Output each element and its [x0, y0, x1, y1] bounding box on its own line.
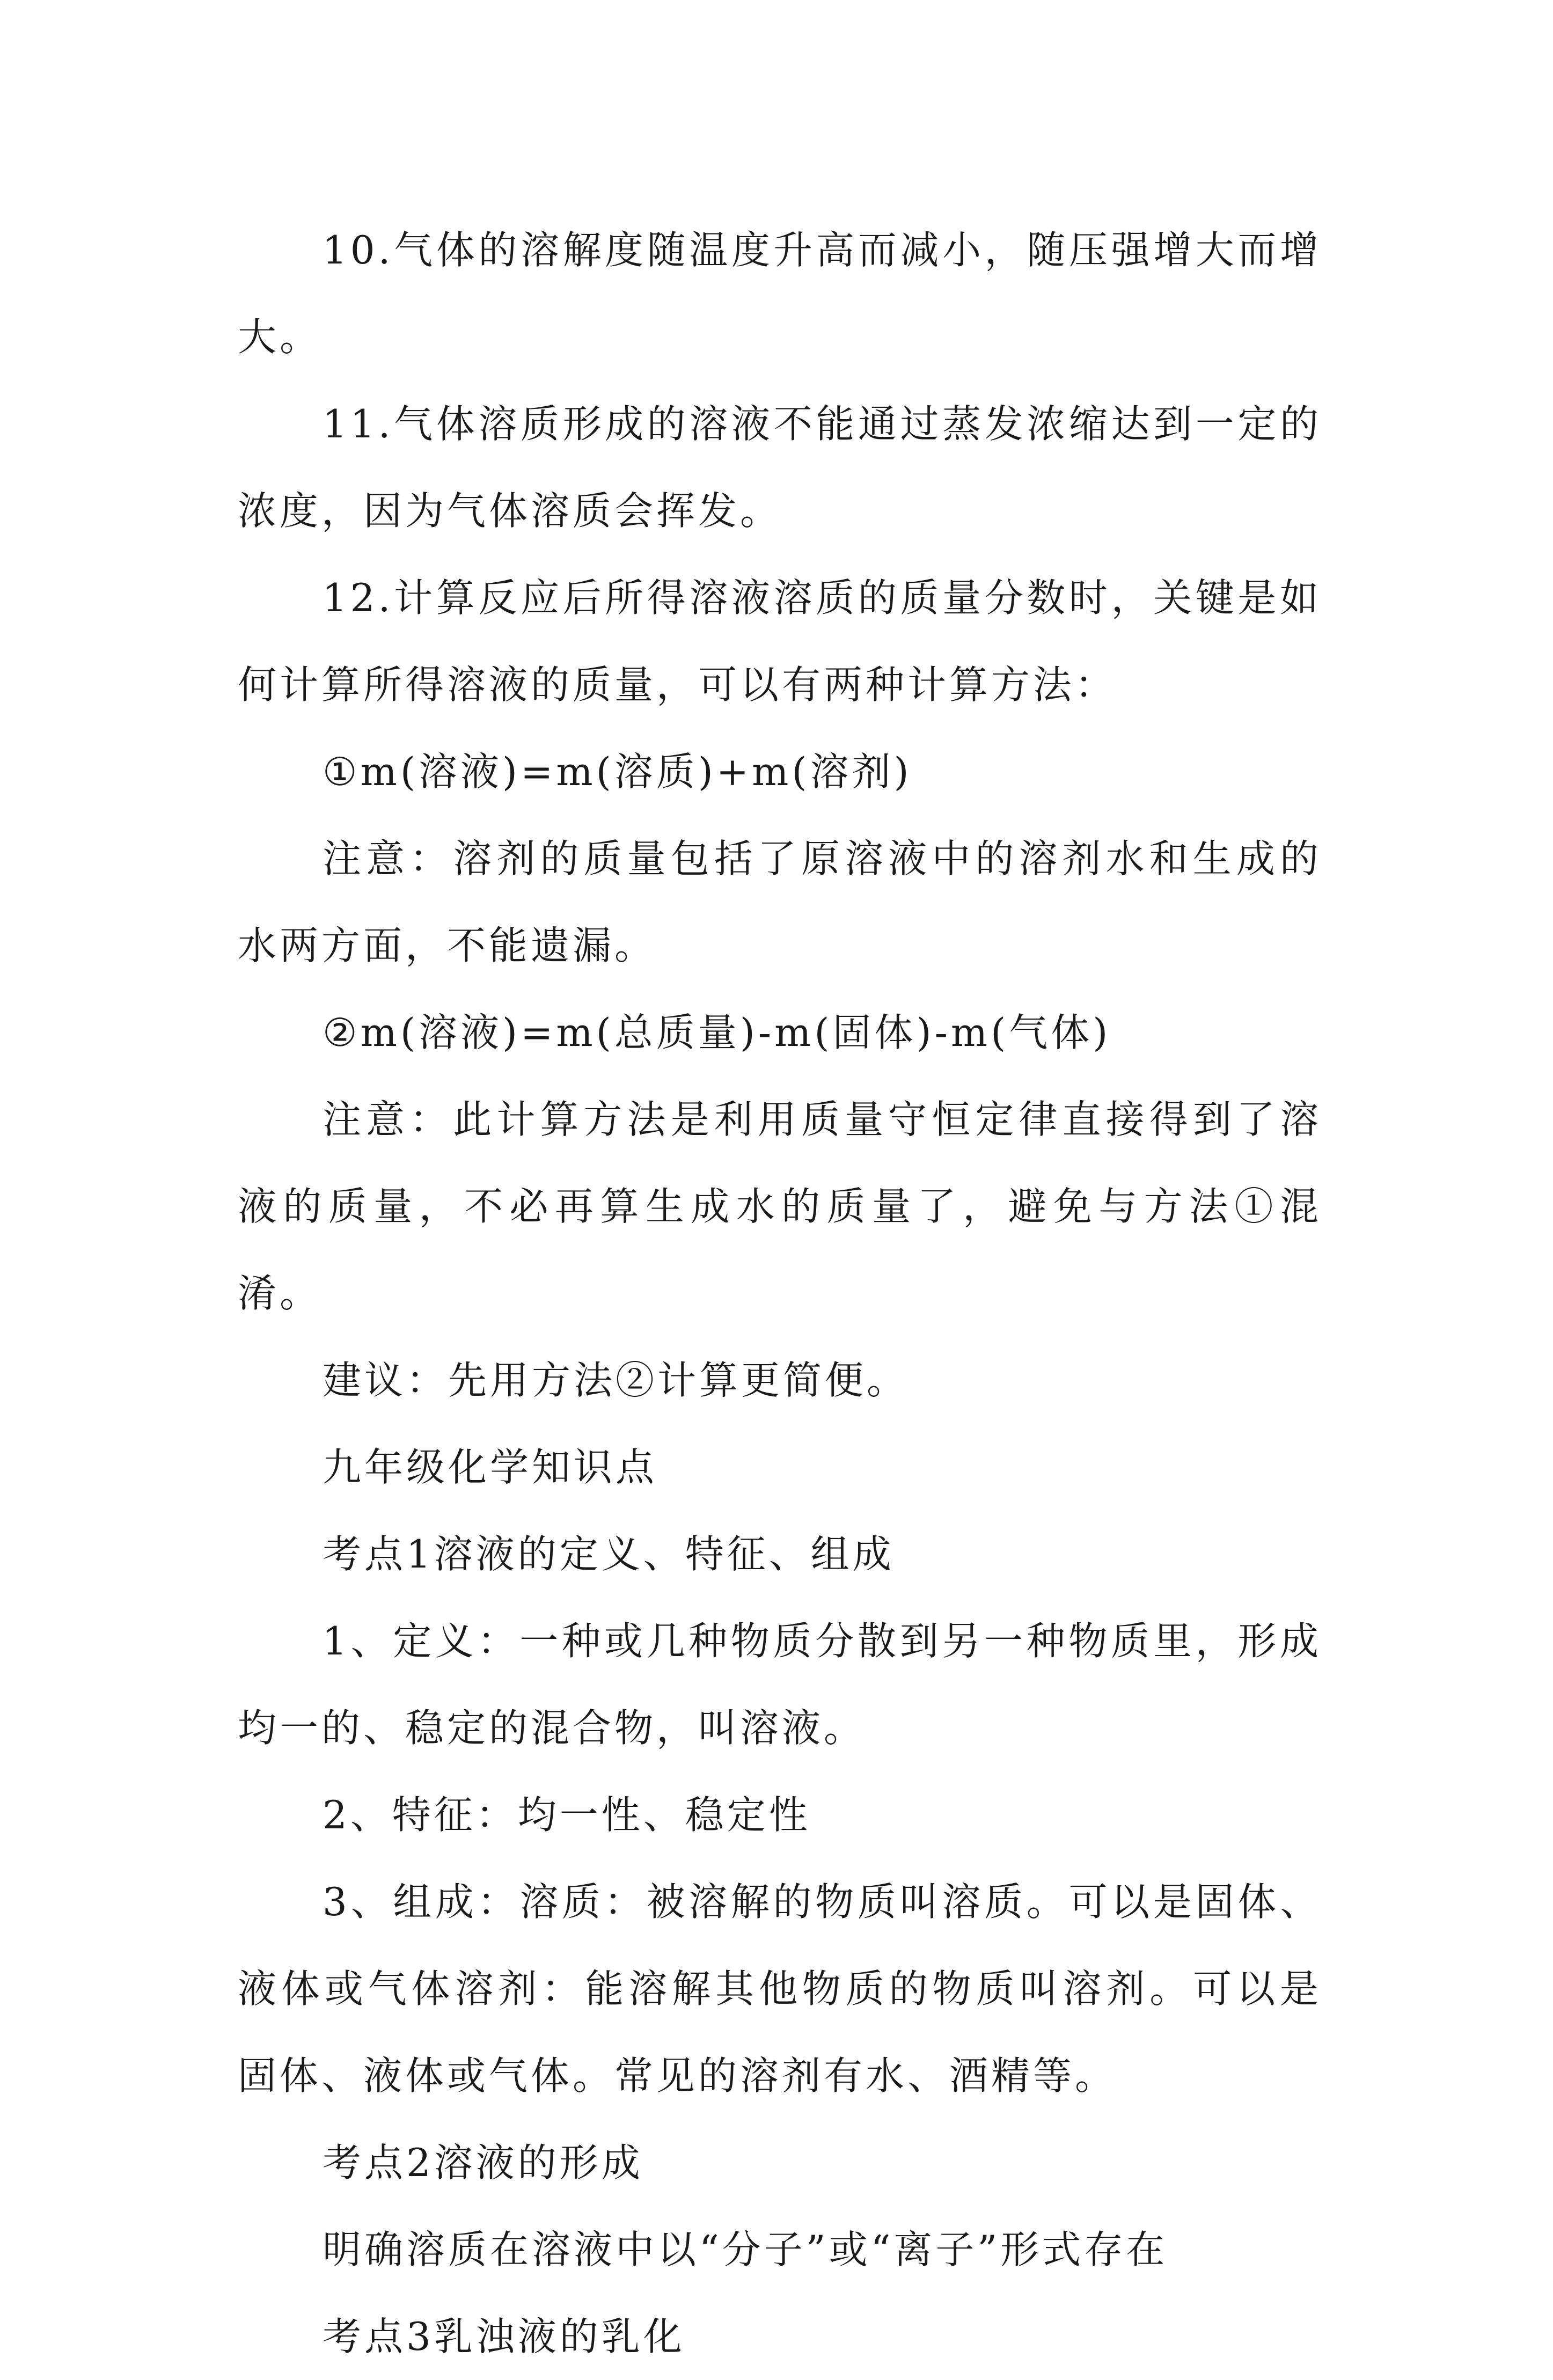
- exam-point-2-heading: 考点2溶液的形成: [323, 2140, 643, 2185]
- composition-paragraph: 3、组成：溶质：被溶解的物质叫溶质。可以是固体、液体或气体溶剂：能溶解其他物质的物质叫溶剂。可以是固体、液体或气体。常见的溶剂有水、酒精等。: [238, 1879, 1322, 2098]
- paragraph-12-calculation: 12.计算反应后所得溶液溶质的质量分数时，关键是如何计算所得溶液的质量，可以有两种计算方法：: [238, 575, 1322, 707]
- note-method-1: 注意：溶剂的质量包括了原溶液中的溶剂水和生成的水两方面，不能遗漏。: [238, 836, 1322, 968]
- note-method-2: 注意：此计算方法是利用质量守恒定律直接得到了溶液的质量，不必再算生成水的质量了，避免与方法①混淆。: [238, 1097, 1322, 1316]
- characteristics-paragraph: 2、特征：均一性、稳定性: [323, 1792, 811, 1837]
- formula-method-2: ②m(溶液)=m(总质量)-m(固体)-m(气体): [323, 1010, 1111, 1055]
- paragraph-10-gas-solubility: 10.气体的溶解度随温度升高而减小，随压强增大而增大。: [238, 228, 1322, 360]
- document-body: [238, 207, 1322, 2380]
- suggestion: 建议：先用方法②计算更简便。: [323, 1358, 909, 1403]
- exam-point-1-heading: 考点1溶液的定义、特征、组成: [323, 1532, 895, 1577]
- paragraph-11-gas-solute: 11.气体溶质形成的溶液不能通过蒸发浓缩达到一定的浓度，因为气体溶质会挥发。: [238, 401, 1322, 533]
- definition-paragraph: 1、定义：一种或几种物质分散到另一种物质里，形成均一的、稳定的混合物，叫溶液。: [238, 1619, 1322, 1751]
- exam-point-3-heading: 考点3乳浊液的乳化: [323, 2314, 685, 2359]
- solute-existence-paragraph: 明确溶质在溶液中以“分子”或“离子”形式存在: [323, 2227, 1168, 2272]
- section-heading: 九年级化学知识点: [323, 1445, 658, 1490]
- formula-method-1: ①m(溶液)=m(溶质)+m(溶剂): [323, 749, 912, 794]
